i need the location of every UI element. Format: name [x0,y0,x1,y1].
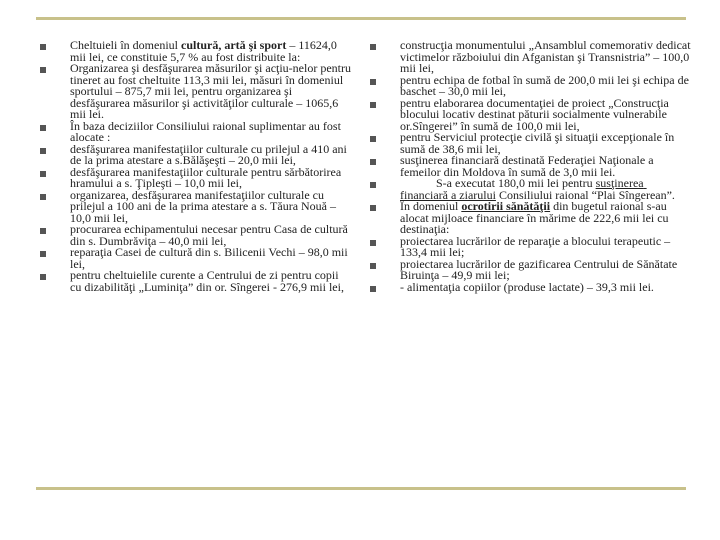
list-item [370,40,692,75]
list-item [370,155,692,178]
list-item [40,224,352,247]
item-text: Organizarea şi desfăşurarea măsurilor şi acţiu-nelor pentru tineret au fost cheltuite 113,3 mii lei, măsuri în domeniul sportului – 875,7 mii lei, pentru organizarea şi desfăşurarea măsurilor şi activităţilor culturale – 1065,6 mii lei. [70,61,351,121]
square-bullet-icon [40,148,46,154]
bold-phrase: cultură, artă şi sport [181,38,287,52]
square-bullet-icon [40,67,46,73]
item-text: S-a executat 180,0 mii lei pentru susţinerea financiară a ziarului Consiliului raional “Plai Sîngerean”. [400,176,675,202]
list-item [40,63,352,121]
square-bullet-icon [370,182,376,188]
underlined-phrase: susţinerea financiară a ziarului [400,176,647,202]
item-text: În domeniul ocrotirii sănătăţii din bugetul raional s-au alocat mijloace financiare în mărime de 222,6 mii lei cu destinaţia: [400,199,669,236]
left-column-list [40,40,352,293]
item-text: pentru Serviciul protecţie civilă şi situaţii excepţionale în sumă de 38,6 mii lei, [400,130,675,156]
item-text: construcţia monumentului „Ansamblul comemorativ dedicat victimelor războiului din Afganistan şi Transnistria” – 100,0 mii lei, [400,38,691,75]
item-text: - alimentaţia copiilor (produse lactate) – 39,3 mii lei. [400,279,654,294]
square-bullet-icon [40,194,46,200]
list-item [40,247,352,270]
square-bullet-icon [370,102,376,108]
item-text: procurarea echipamentului necesar pentru Casa de cultură din s. Dumbrăviţa – 40,0 mii lei, [70,222,348,248]
list-item [40,40,352,63]
square-bullet-icon [370,136,376,142]
item-text: proiectarea lucrărilor de gazificarea Centrului de Sănătate Biruinţa – 49,9 mii lei; [400,256,678,282]
square-bullet-icon [370,263,376,269]
bold-underlined-phrase: ocrotirii sănătăţii [461,199,551,213]
bottom-divider [36,487,686,490]
list-item [40,164,352,190]
square-bullet-icon [40,274,46,280]
list-item [370,178,692,201]
list-item [370,201,692,236]
list-item [40,270,352,293]
square-bullet-icon [40,251,46,257]
right-column-list [370,40,692,293]
item-text: desfăşurarea manifestaţiilor culturale pentru sărbătorirea hramului a s. Ţipleşti – 10,0 mii lei, [70,164,342,190]
square-bullet-icon [370,44,376,50]
square-bullet-icon [40,171,46,177]
square-bullet-icon [370,205,376,211]
item-text: organizarea, desfăşurarea manifestaţiilor culturale cu prilejul a 100 ani de la prima atestare a s. Tăura Nouă – 10,0 mii lei, [70,187,337,225]
square-bullet-icon [40,44,46,50]
square-bullet-icon [370,79,376,85]
item-text: pentru cheltuielile curente a Centrului de zi pentru copii cu dizabilităţi „Luminiţa” din or. Sîngerei - 276,9 mii lei, [70,268,344,294]
item-text: reparaţia Casei de cultură din s. Bilicenii Vechi – 98,0 mii lei, [70,245,348,271]
item-text: desfăşurarea manifestaţiilor culturale cu prilejul a 410 ani de la prima atestare a s.Bălăşeşti – 20,0 mii lei, [70,141,347,167]
square-bullet-icon [370,159,376,165]
item-text: Cheltuieli în domeniul cultură, artă şi sport – 11624,0 mii lei, ce constituie 5,7 % au fost distribuite la: [70,38,337,64]
item-text: proiectarea lucrărilor de reparaţie a blocului terapeutic – 133,4 mii lei; [400,233,671,259]
list-item [370,95,692,133]
item-text: În baza deciziilor Consiliului raional suplimentar au fost alocate : [70,118,341,144]
list-item [370,132,692,155]
item-text: pentru echipa de fotbal în sumă de 200,0 mii lei şi echipa de baschet – 30,0 mii lei, [400,72,689,98]
item-text: susţinerea financiară destinată Federaţiei Naţionale a femeilor din Moldova în sumă de 3,0 mii lei. [400,153,654,179]
list-item [370,256,692,282]
item-text: pentru elaborarea documentaţiei de proiect „Construcţia blocului locativ destinat păturii socialmente vulnerabile or.Sîngerei” în sumă de 100,0 mii lei, [400,95,669,133]
list-item [40,118,352,144]
square-bullet-icon [40,125,46,131]
square-bullet-icon [370,286,376,292]
list-item [40,141,352,167]
list-item [370,279,692,294]
list-item [370,233,692,259]
top-divider [36,17,686,20]
square-bullet-icon [40,228,46,234]
square-bullet-icon [370,240,376,246]
list-item [40,187,352,225]
list-item [370,72,692,98]
